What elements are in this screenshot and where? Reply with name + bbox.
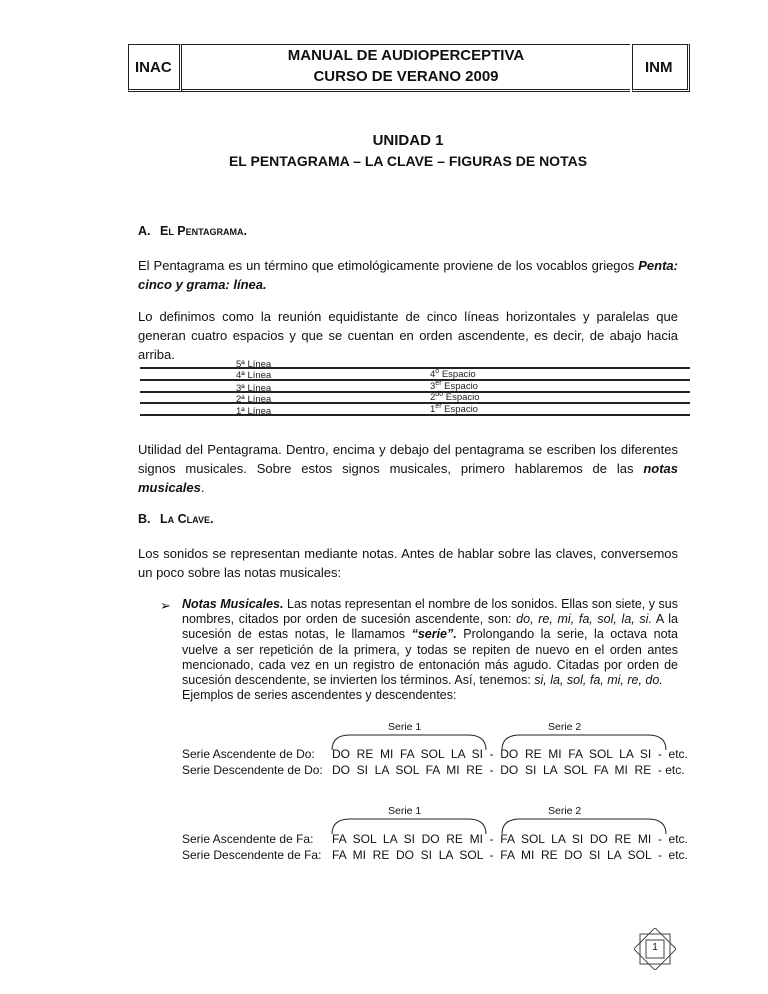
staff-label-5: 5ª Línea: [236, 359, 272, 370]
serie-2-label-do: Serie 2: [548, 721, 582, 733]
arrow-bullet-icon: ➢: [160, 598, 171, 613]
fa-asc-label: Serie Ascendente de Fa:: [182, 832, 314, 846]
header-left: INAC: [135, 59, 172, 76]
header-right: INM: [645, 59, 673, 76]
space-3-word: Espacio: [444, 381, 478, 393]
fa-desc-values: FA MI RE DO SI LA SOL - FA MI RE DO SI LA SOL - etc.: [332, 848, 688, 862]
staff-line-4: [140, 379, 690, 381]
staff-label-4: 4ª Línea: [236, 370, 272, 381]
space-1-word: Espacio: [444, 404, 478, 416]
serie-1-label-do: Serie 1: [388, 721, 422, 733]
section-a-heading: [138, 224, 247, 238]
section-a-p1: [138, 256, 678, 294]
serie-2-label-fa: Serie 2: [548, 805, 582, 817]
section-b-heading: [138, 512, 213, 526]
do-desc-label: Serie Descendente de Do:: [182, 763, 323, 777]
serie-1-label-fa: Serie 1: [388, 805, 422, 817]
bullet-serie: “serie”.: [411, 627, 457, 642]
bullet-asc: do, re, mi, fa, sol, la, si.: [516, 612, 652, 627]
space-3-num: 3: [430, 381, 436, 393]
do-asc-values: DO RE MI FA SOL LA SI - DO RE MI FA SOL LA SI - etc.: [332, 747, 688, 761]
header-right-cell: [632, 44, 690, 92]
space-label-1: [430, 402, 478, 415]
bullet-desc: si, la, sol, fa, mi, re, do.: [534, 673, 663, 688]
fa-desc-label: Serie Descendente de Fa:: [182, 848, 322, 862]
fa-asc-values: FA SOL LA SI DO RE MI - FA SOL LA SI DO RE MI - etc.: [332, 832, 688, 846]
section-a-p2: Lo definimos como la reunión equidistante de cinco líneas horizontales y paralelas que generan cuatro espacios y que se cuentan en orden ascendente, es decir, de abajo hacia arriba.: [138, 309, 678, 362]
p3-end: .: [200, 480, 205, 495]
section-b-letter: B.: [138, 512, 151, 526]
space-2-word: Espacio: [445, 392, 480, 404]
section-a-p3: [138, 440, 678, 497]
header-title-1: MANUAL DE AUDIOPERCEPTIVA: [287, 47, 525, 64]
header-title-cell: [182, 44, 630, 92]
space-2-num: 2: [430, 392, 436, 404]
bullet-t4: Ejemplos de series ascendentes y descendentes:: [182, 688, 457, 703]
unit-subtitle: EL PENTAGRAMA – LA CLAVE – FIGURAS DE NOTAS: [228, 153, 588, 169]
p3-bold: notas musicales: [138, 461, 678, 495]
do-desc-values: DO SI LA SOL FA MI RE - DO SI LA SOL FA MI RE - etc.: [332, 763, 685, 777]
bullet-t1: Las notas representan el nombre de los sonidos. Ellas son siete, y sus nombres, citados por orden de sucesión ascendente, son:: [182, 597, 678, 627]
section-b-title: La Clave.: [159, 512, 214, 526]
staff-line-3: [140, 391, 690, 393]
section-a-title: El Pentagrama.: [159, 224, 247, 238]
space-1-sup: er: [435, 403, 442, 410]
bullet-title: Notas Musicales.: [182, 597, 284, 611]
p1-text: El Pentagrama es un término que etimológicamente proviene de los vocablos griegos: [138, 258, 639, 273]
staff-label-3: 3ª Línea: [236, 383, 272, 394]
header-left-cell: [128, 44, 182, 92]
space-1-num: 1: [430, 404, 436, 416]
header-title-2: CURSO DE VERANO 2009: [313, 68, 499, 85]
space-4-word: Espacio: [441, 369, 476, 381]
unit-title: UNIDAD 1: [372, 132, 444, 149]
space-2-sup: do: [435, 391, 444, 398]
space-3-sup: er: [435, 380, 442, 387]
staff-line-5: [140, 367, 690, 369]
bullet-t2: A la sucesión de estas notas, le llamamos: [182, 612, 678, 642]
staff-line-1: [140, 414, 690, 416]
staff-line-2: [140, 402, 690, 404]
staff-label-1: 1ª Línea: [236, 406, 272, 417]
p3-text: Utilidad del Pentagrama. Dentro, encima y debajo del pentagrama se escriben los diferentes signos musicales. Sobre estos signos musicales, primero hablaremos de las: [138, 442, 678, 476]
p1-bold: Penta: cinco y grama: línea.: [138, 258, 678, 292]
bullet-t3: Prolongando la serie, la octava nota vuelve a ser repetición de la primera, y todas se repiten de nuevo en el orden antes mencionado, cada vez en un registro de entonación más agudo. Citadas por orden de sucesión descendente, se invierten los términos. Así, tenemos:: [182, 627, 678, 688]
bullet-notas-musicales: [182, 597, 678, 703]
page-number: 1: [652, 942, 658, 953]
section-a-letter: A.: [138, 224, 151, 238]
staff-label-2: 2ª Línea: [236, 394, 272, 405]
space-4-sup: o: [435, 368, 440, 375]
section-b-p1: Los sonidos se representan mediante notas. Antes de hablar sobre las claves, conversemos un poco sobre las notas musicales:: [138, 546, 678, 580]
space-4-num: 4: [430, 369, 436, 381]
do-asc-label: Serie Ascendente de Do:: [182, 747, 315, 761]
